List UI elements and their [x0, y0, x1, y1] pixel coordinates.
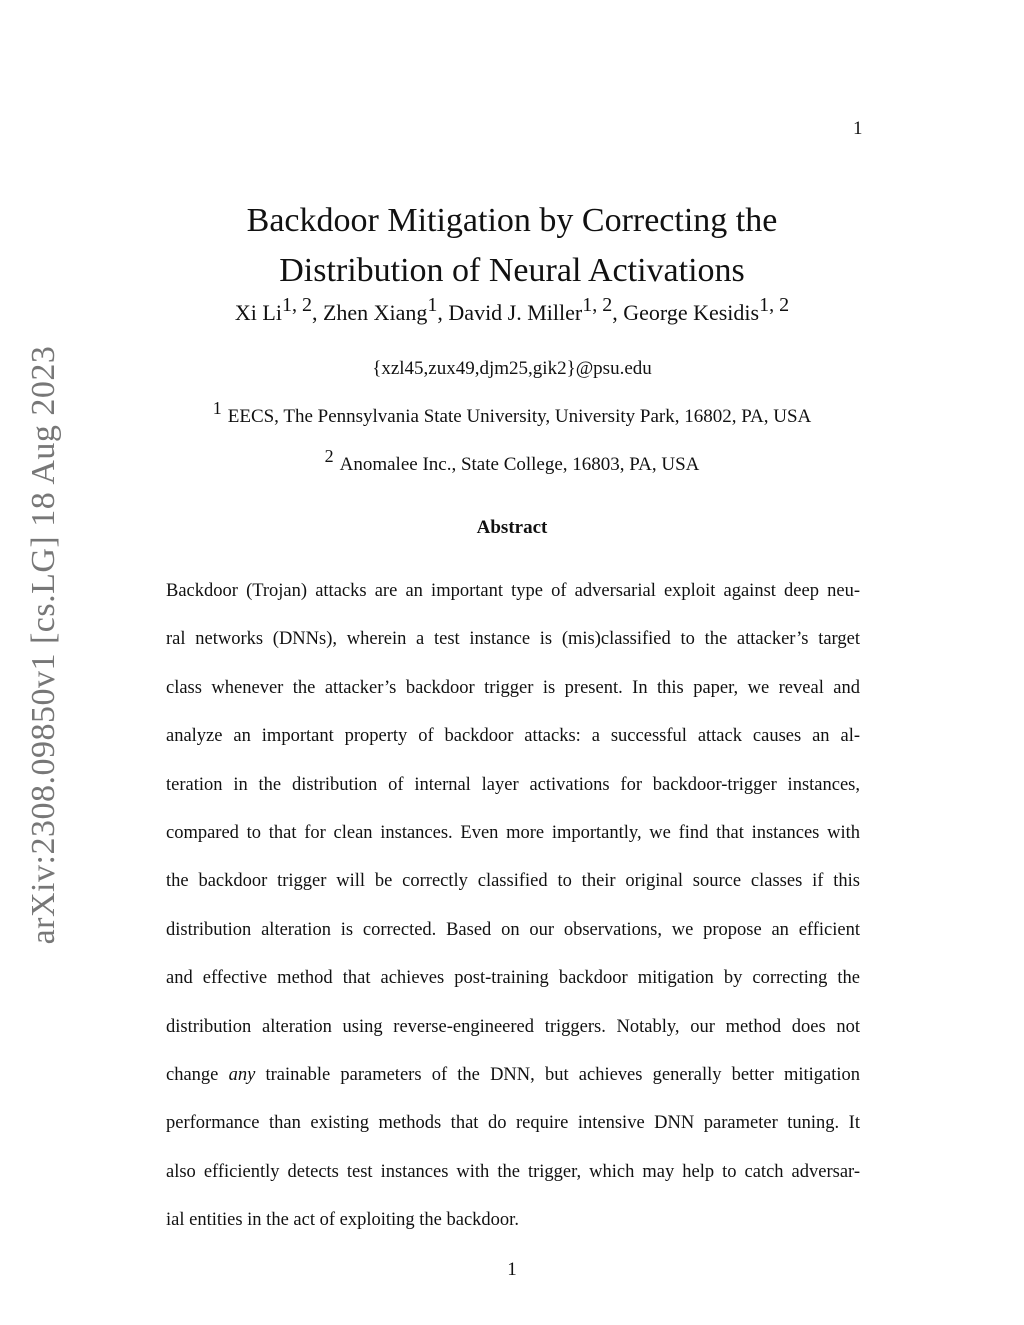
paper-title — [0, 196, 1024, 296]
abstract-line: the backdoor trigger will be correctly classified to their original source classes if this — [166, 871, 860, 892]
affiliation-2 — [0, 446, 1024, 476]
abstract-emphasis: any — [228, 1064, 256, 1085]
affiliation-marker: 1 — [212, 398, 222, 418]
abstract-line: ral networks (DNNs), wherein a test instance is (mis)classified to the attacker’s target — [166, 629, 860, 650]
author-name: David J. Miller — [448, 300, 583, 325]
abstract-line: class whenever the attacker’s backdoor trigger is present. In this paper, we reveal and — [166, 677, 860, 698]
author-name: Zhen Xiang — [322, 300, 428, 325]
abstract-text-segment: change — [166, 1064, 229, 1085]
abstract-line: distribution alteration using reverse-engineered triggers. Notably, our method does not — [166, 1016, 860, 1037]
arxiv-identifier-stamp[interactable]: arXiv:2308.09850v1 [cs.LG] 18 Aug 2023 — [25, 345, 62, 945]
abstract-body — [166, 567, 860, 1244]
abstract-line: teration in the distribution of internal layer activations for backdoor-trigger instances, — [166, 774, 860, 795]
author-affiliation-marker: 1, 2 — [582, 294, 613, 316]
abstract-line: ial entities in the act of exploiting the backdoor. — [166, 1210, 519, 1231]
page-number-bottom: 1 — [507, 1259, 517, 1280]
abstract-line: Backdoor (Trojan) attacks are an important type of adversarial exploit against deep neu- — [166, 581, 860, 601]
abstract-line: analyze an important property of backdoor attacks: a successful attack causes an al- — [166, 726, 860, 747]
author-affiliation-marker: 1, 2 — [759, 294, 790, 316]
affiliation-1 — [0, 398, 1024, 428]
abstract-text-segment: trainable parameters of the DNN, but achieves generally better mitigation — [255, 1064, 861, 1085]
abstract-line — [166, 1051, 860, 1099]
abstract-line: and effective method that achieves post-training backdoor mitigation by correcting the — [166, 968, 860, 989]
abstract-line: performance than existing methods that do require intensive DNN parameter tuning. It — [166, 1113, 860, 1134]
abstract-line: also efficiently detects test instances with the trigger, which may help to catch adversar- — [166, 1161, 860, 1182]
author-emails[interactable]: {xzl45,zux49,djm25,gik2}@psu.edu — [372, 358, 652, 379]
abstract-line: compared to that for clean instances. Even more importantly, we find that instances with — [166, 822, 860, 843]
abstract-heading: Abstract — [476, 517, 548, 538]
affiliation-text: Anomalee Inc., State College, 16803, PA, USA — [339, 454, 700, 475]
author-name: Xi Li — [234, 300, 282, 325]
author-list — [0, 294, 1024, 326]
author-separator: , — [311, 300, 323, 325]
author-affiliation-marker: 1 — [427, 294, 438, 316]
author-affiliation-marker: 1, 2 — [281, 294, 312, 316]
affiliation-text: EECS, The Pennsylvania State University, University Park, 16802, PA, USA — [227, 406, 812, 427]
author-name: George Kesidis — [623, 300, 760, 325]
title-line-2: Distribution of Neural Activations — [279, 252, 745, 289]
author-separator: , — [612, 300, 624, 325]
page-number-top: 1 — [853, 118, 863, 139]
abstract-line: distribution alteration is corrected. Based on our observations, we propose an efficient — [166, 919, 860, 940]
title-line-1: Backdoor Mitigation by Correcting the — [246, 202, 778, 239]
affiliation-marker: 2 — [324, 446, 334, 466]
author-separator: , — [437, 300, 449, 325]
